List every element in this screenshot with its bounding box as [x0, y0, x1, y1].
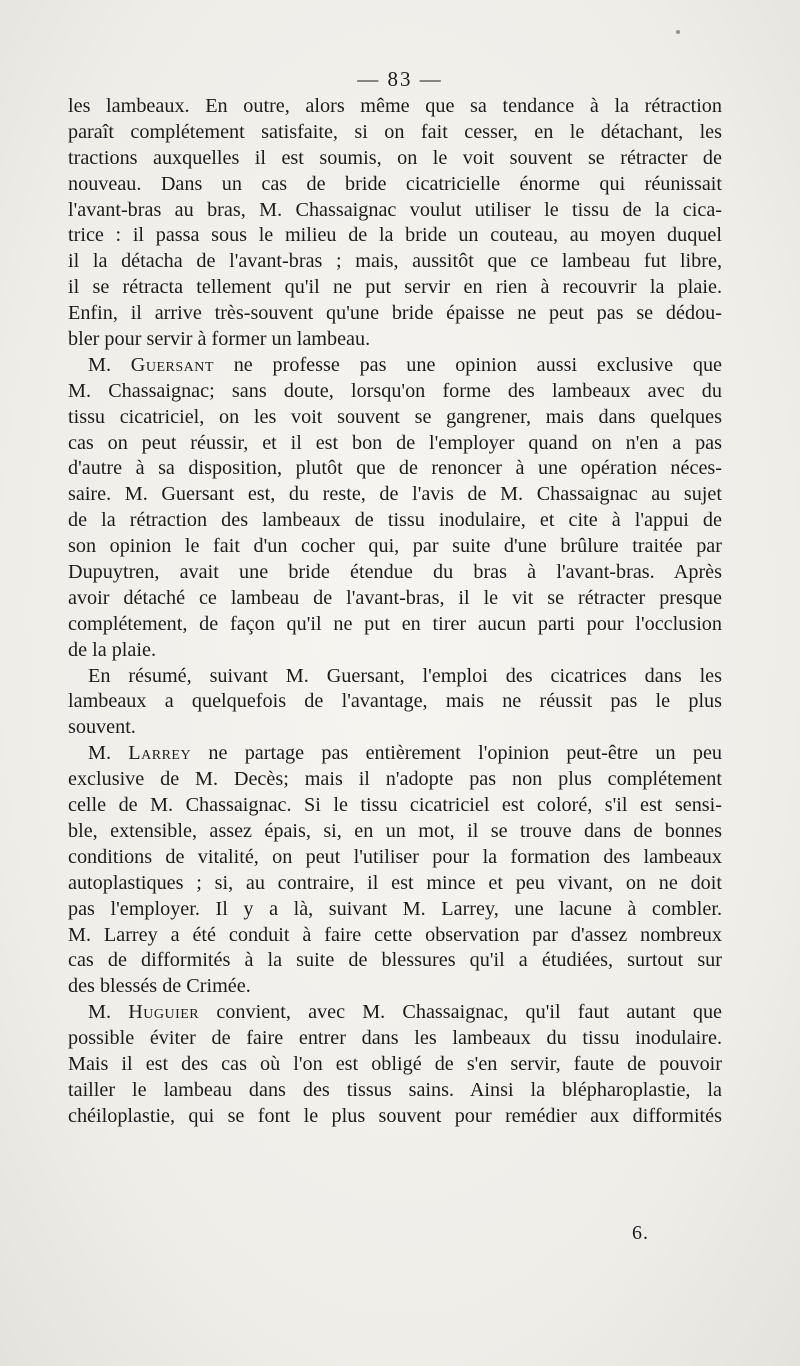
paragraph-huguier	[68, 1000, 722, 1129]
text-line: bler pour servir à former un lambeau.	[68, 328, 371, 351]
text-line: Enfin, il arrive très-souvent qu'une bride épaisse ne peut pas se dédou-	[68, 302, 722, 325]
text-line: d'autre à sa disposition, plutôt que de renoncer à une opération néces-	[68, 457, 722, 480]
text-line: avoir détaché ce lambeau de l'avant-bras, il le vit se rétracter presque	[68, 586, 722, 609]
book-page	[68, 64, 722, 1130]
text-line: tissu cicatriciel, on les voit souvent se gangrener, mais dans quelques	[68, 405, 722, 428]
text-line: complétement, de façon qu'il ne put en tirer aucun parti pour l'occlusion	[68, 612, 722, 635]
text-line: saire. M. Guersant est, du reste, de l'avis de M. Chassaignac au sujet	[68, 483, 722, 506]
text-line: Mais il est des cas où l'on est obligé de s'en servir, faute de pouvoir	[68, 1052, 722, 1075]
text-line: lambeaux a quelquefois de l'avantage, mais ne réussit pas le plus	[68, 690, 722, 713]
paragraph-first-line	[68, 1000, 722, 1026]
paragraph-summary	[68, 664, 722, 742]
paragraph-first-line: En résumé, suivant M. Guersant, l'emploi des cicatrices dans les	[88, 664, 722, 687]
speaker-name: Huguier	[128, 1001, 200, 1024]
text-line: cas de difformités à la suite de blessures qu'il a étudiées, surtout sur	[68, 949, 722, 972]
speaker-name: Larrey	[128, 742, 192, 765]
text-line: son opinion le fait d'un cocher qui, par suite d'une brûlure traitée par	[68, 535, 722, 558]
speaker-name: Guersant	[130, 353, 214, 376]
text-line: M. Chassaignac; sans doute, lorsqu'on forme des lambeaux avec du	[68, 379, 722, 402]
paragraph-first-line	[68, 353, 722, 379]
text-run: ne professe pas une opinion aussi exclusive que	[213, 353, 722, 376]
page-number: — 83 —	[357, 67, 443, 91]
text-line: chéiloplastie, qui se font le plus souvent pour remédier aux difformités	[68, 1104, 722, 1127]
text-line: conditions de vitalité, on peut l'utiliser pour la formation des lambeaux	[68, 845, 722, 868]
paragraph-first-line	[68, 741, 722, 767]
text-line: possible éviter de faire entrer dans les lambeaux du tissu inodulaire.	[68, 1027, 722, 1050]
text-line: ble, extensible, assez épais, si, en un mot, il se trouve dans de bonnes	[68, 819, 722, 842]
text-line: il la détacha de l'avant-bras ; mais, aussitôt que ce lambeau fut libre,	[68, 250, 722, 273]
text-run: ne partage pas entièrement l'opinion peut-être un peu	[191, 742, 722, 765]
text-line: l'avant-bras au bras, M. Chassaignac voulut utiliser le tissu de la cica-	[68, 198, 722, 221]
text-line: autoplastiques ; si, au contraire, il est mince et peu vivant, on ne doit	[68, 871, 722, 894]
speaker-prefix: M.	[88, 1001, 129, 1024]
text-line: de la rétraction des lambeaux de tissu inodulaire, et cite à l'appui de	[68, 509, 722, 532]
text-line: cas on peut réussir, et il est bon de l'employer quand on n'en a pas	[68, 431, 722, 454]
text-line: pas l'employer. Il y a là, suivant M. Larrey, une lacune à combler.	[68, 897, 722, 920]
text-line: nouveau. Dans un cas de bride cicatricielle énorme qui réunissait	[68, 172, 722, 195]
text-run: convient, avec M. Chassaignac, qu'il faut autant que	[199, 1001, 723, 1024]
text-line: souvent.	[68, 716, 136, 739]
text-line: les lambeaux. En outre, alors même que sa tendance à la rétraction	[68, 95, 722, 117]
text-line: paraît complétement satisfaite, si on fait cesser, en le détachant, les	[68, 120, 722, 143]
ink-speck	[676, 30, 680, 34]
text-line: M. Larrey a été conduit à faire cette observation par d'assez nombreux	[68, 923, 722, 946]
text-line: celle de M. Chassaignac. Si le tissu cicatriciel est coloré, s'il est sensi-	[68, 794, 722, 817]
speaker-prefix: M.	[88, 742, 129, 765]
text-line: exclusive de M. Decès; mais il n'adopte pas non plus complétement	[68, 768, 722, 791]
text-line: tractions auxquelles il est soumis, on le voit souvent se rétracter de	[68, 146, 722, 169]
text-line: trice : il passa sous le milieu de la bride un couteau, au moyen duquel	[68, 224, 722, 247]
text-line: il se rétracta tellement qu'il ne put servir en rien à recouvrir la plaie.	[68, 276, 722, 299]
speaker-prefix: M.	[88, 353, 131, 376]
text-line: tailler le lambeau dans des tissus sains. Ainsi la blépharoplastie, la	[68, 1078, 722, 1101]
signature-mark: 6.	[632, 1222, 649, 1244]
text-line: de la plaie.	[68, 638, 156, 661]
paragraph-guersant	[68, 353, 722, 664]
text-line: des blessés de Crimée.	[68, 975, 251, 998]
paragraph-continuation	[68, 94, 722, 353]
paragraph-larrey	[68, 741, 722, 1000]
text-line: Dupuytren, avait une bride étendue du bras à l'avant-bras. Après	[68, 561, 722, 584]
